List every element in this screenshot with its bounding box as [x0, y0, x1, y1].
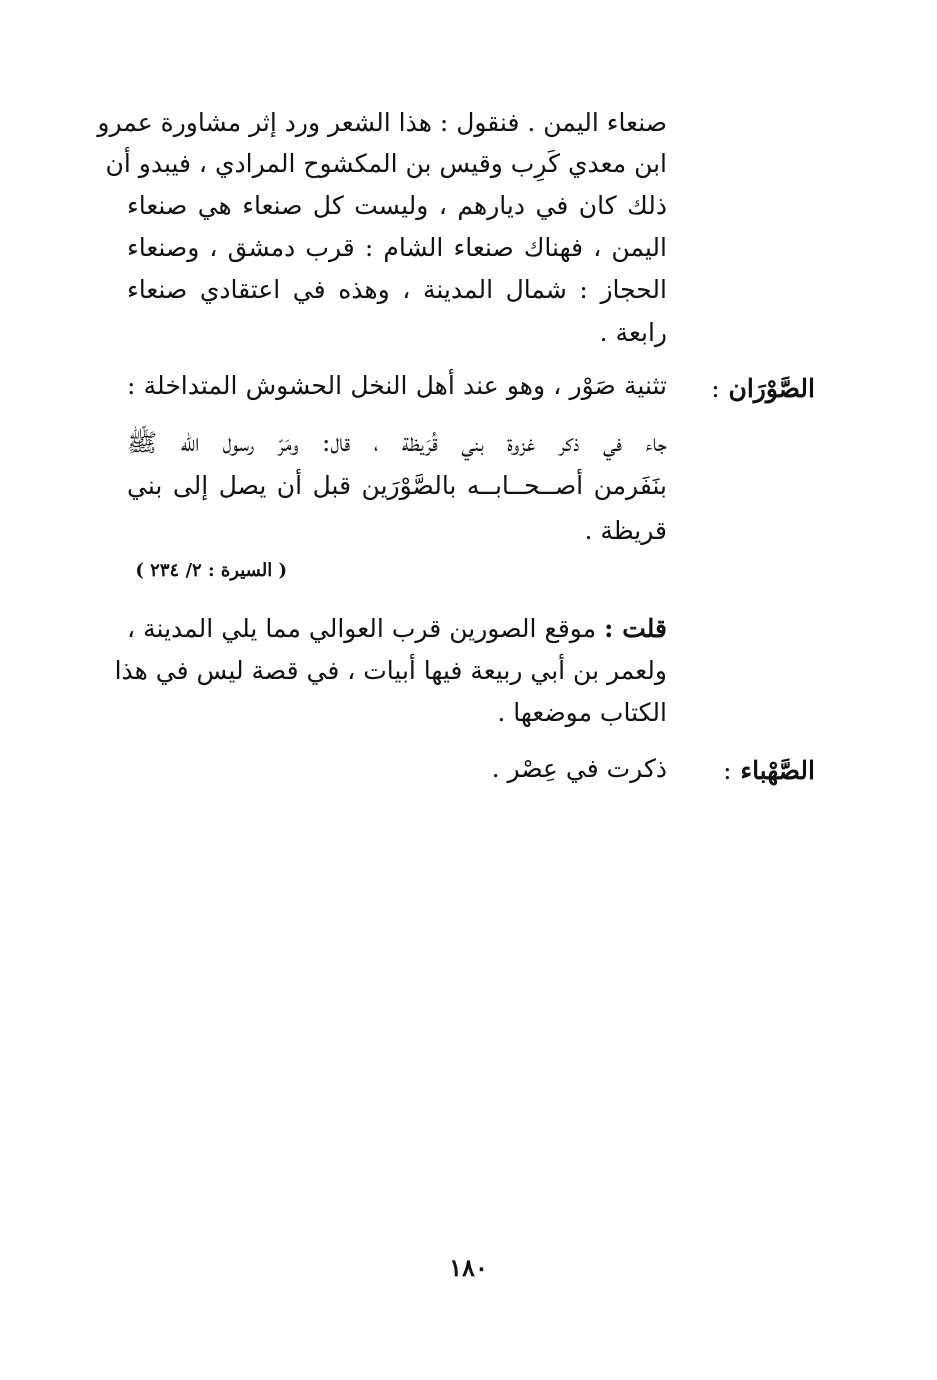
page-number: ١٨٠: [449, 1253, 488, 1282]
entry-term-sawran: [705, 376, 815, 401]
entry-definition-line: تثنية صَوْر ، وهو عند أهل النخل الحشوش المتداخلة :: [127, 371, 667, 400]
entry-term-colon: :: [711, 374, 720, 403]
paragraph-line: ذلك كان في ديارهم ، وليست كل صنعاء هي صنعاء: [127, 191, 667, 220]
entry-quote-line: جاء في ذكر غزوة بني قُرَيظة ، قال: ومَرّ رسول الله ﷺ: [127, 428, 667, 457]
entry-quote-line: بنَفَرمن أصــحــابــه بالصَّوْرَين قبل أن يصل إلى بني: [127, 471, 667, 500]
note-text: موقع الصورين قرب العوالي مما يلي المدينة ،: [127, 614, 597, 643]
note-label: قلت :: [604, 614, 667, 643]
entry-term-text: الصَّهْباء: [740, 756, 815, 785]
paragraph-line: صنعاء اليمن . فنقول : هذا الشعر ورد إثر مشاورة عمرو: [97, 108, 667, 137]
note-line: [127, 616, 667, 641]
paragraph-line: ابن معدي كَرِب وقيس بن المكشوح المرادي ، فيبدو أن: [105, 149, 667, 178]
note-line: ولعمر بن أبي ربيعة فيها أبيات ، في قصة ليس في هذا: [114, 656, 667, 685]
paragraph-line: رابعة .: [599, 318, 667, 347]
entry-term-sahbaa: [705, 758, 815, 783]
entry-term-colon: :: [723, 756, 732, 785]
paragraph-line: الحجاز : شمال المدينة ، وهذه في اعتقادي صنعاء: [127, 275, 667, 304]
note-line: الكتاب موضعها .: [497, 698, 667, 727]
paragraph-line: اليمن ، فهناك صنعاء الشام : قرب دمشق ، وصنعاء: [127, 233, 667, 262]
entry-definition-line: ذكرت في عِصْر .: [491, 754, 667, 783]
entry-quote-line: قريظة .: [584, 516, 667, 545]
source-reference: ( السيرة : ٢/ ٢٣٤ ): [135, 560, 287, 581]
entry-term-text: الصَّوْرَان: [728, 374, 815, 403]
